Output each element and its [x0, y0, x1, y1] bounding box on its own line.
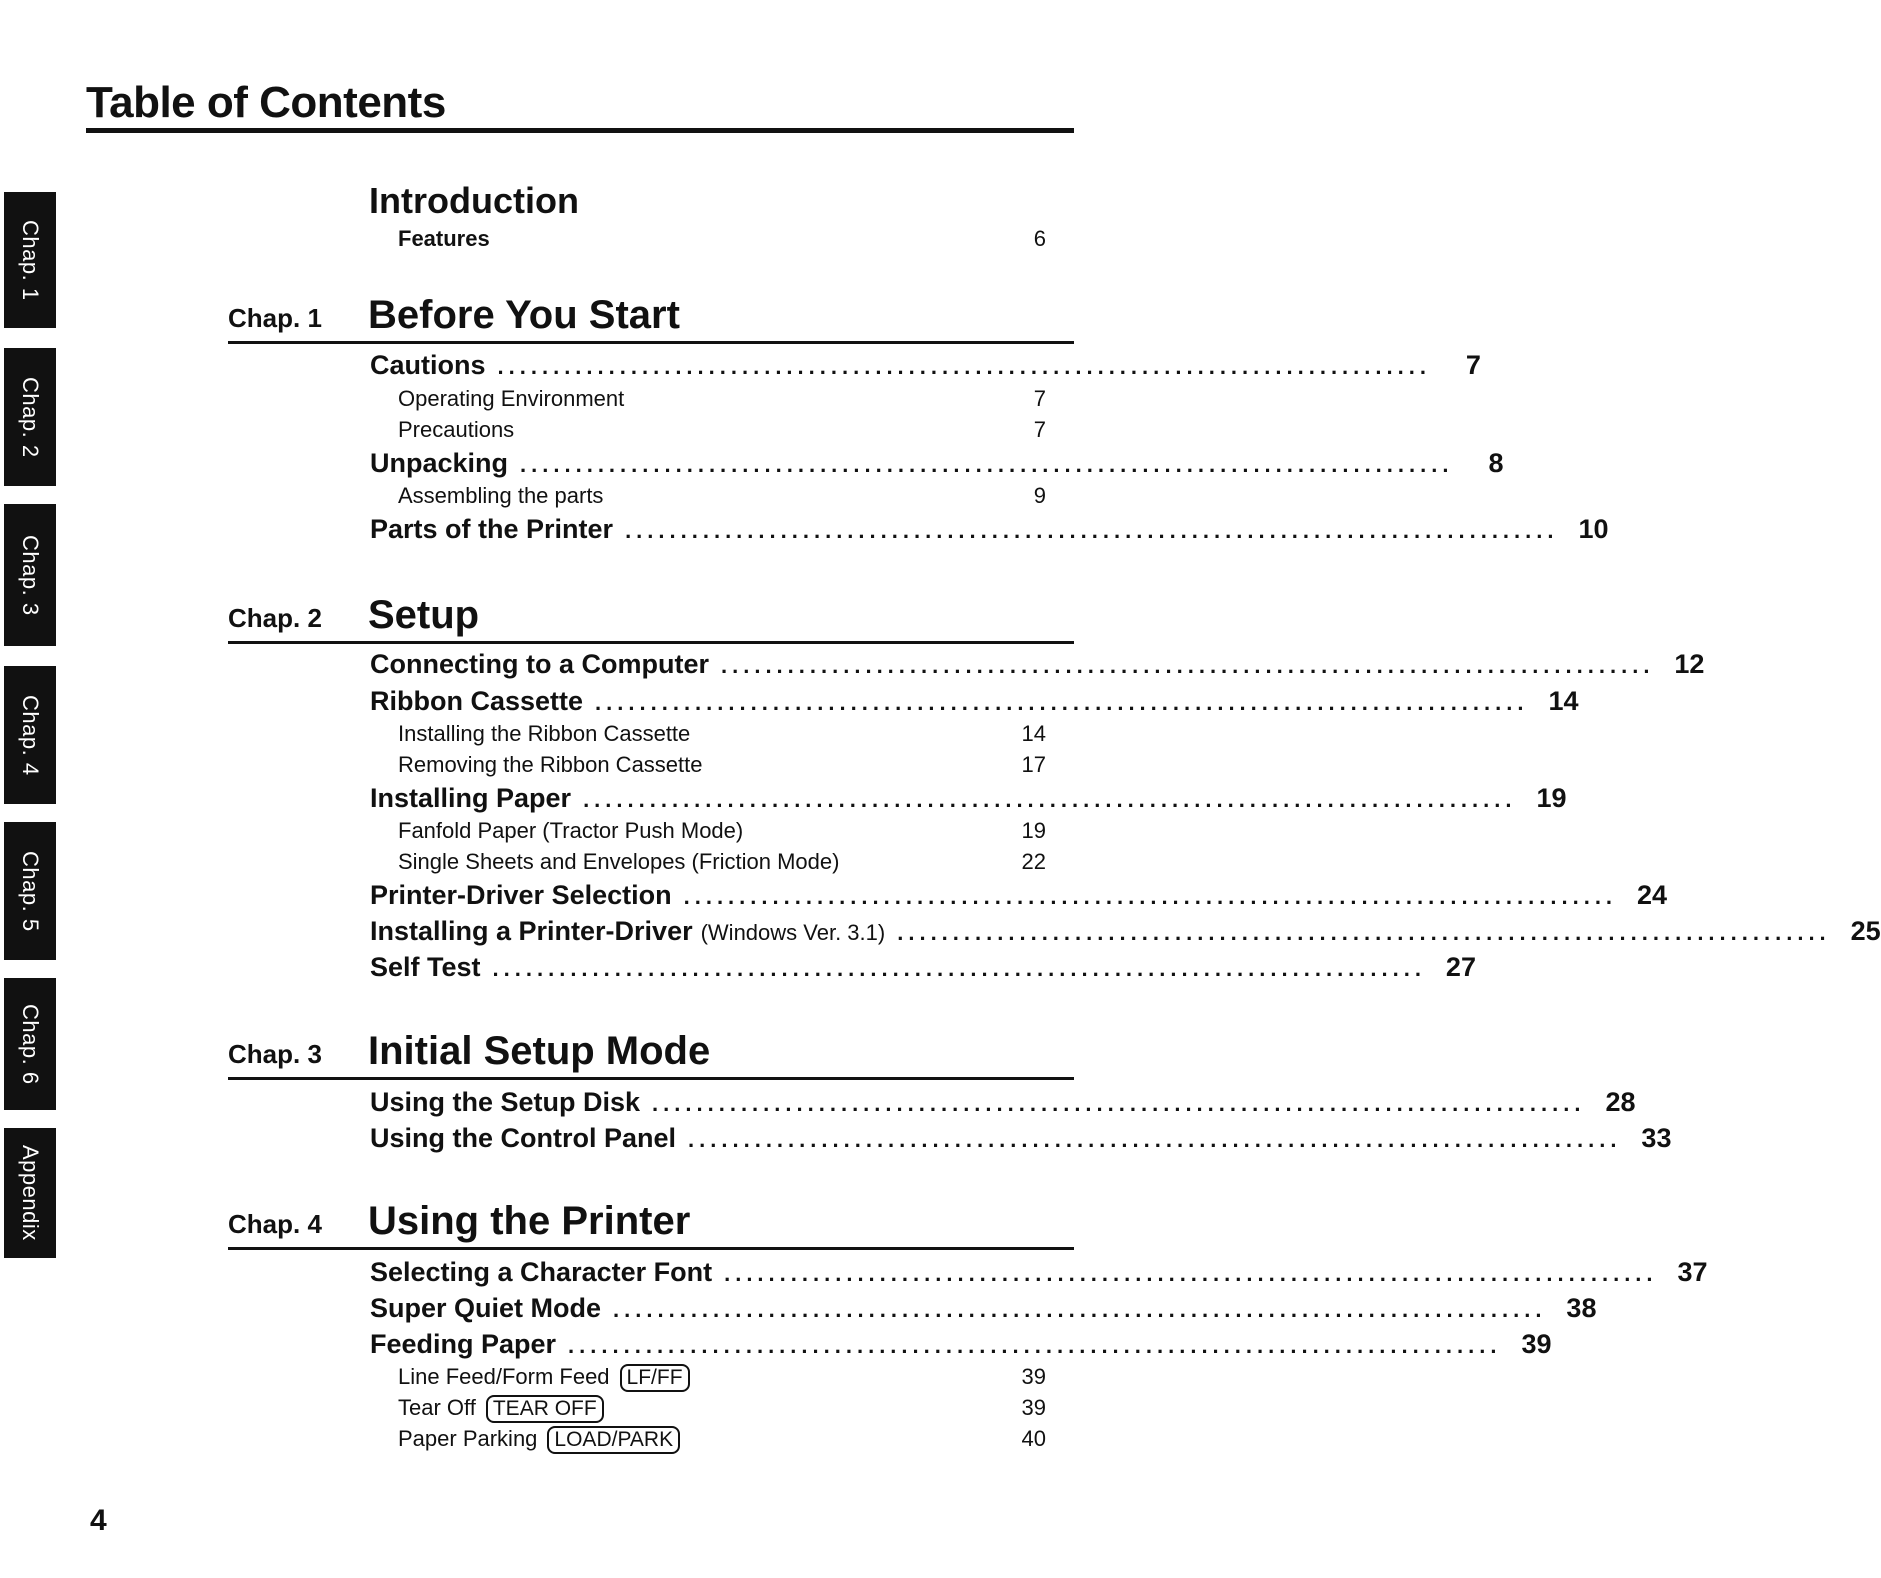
- entry-page: 6: [1033, 226, 1046, 251]
- entry-label: Line Feed/Form Feed: [398, 1364, 610, 1389]
- entry-label: Assembling the parts: [398, 483, 604, 508]
- toc-entry[interactable]: [370, 1364, 1046, 1398]
- toc-entry[interactable]: [370, 952, 1476, 986]
- entry-note: (Windows Ver. 3.1): [700, 920, 886, 945]
- entry-label: Removing the Ribbon Cassette: [398, 752, 703, 777]
- entry-page: 17: [1021, 752, 1046, 777]
- entry-label: Super Quiet Mode: [370, 1293, 602, 1323]
- entry-label: Operating Environment: [398, 386, 625, 411]
- tab-chap-4[interactable]: [4, 666, 56, 804]
- entry-label: Connecting to a Computer: [370, 649, 709, 679]
- toc-entry[interactable]: [370, 916, 1881, 950]
- entry-page: 7: [1033, 386, 1046, 411]
- chapter-label: Chap. 4: [228, 1209, 322, 1239]
- leader-dots: ....................................................................................: [688, 1127, 1622, 1152]
- entry-page: 19: [1021, 818, 1046, 843]
- tab-chap-3[interactable]: [4, 504, 56, 646]
- toc-entry[interactable]: [370, 783, 1567, 817]
- tab-chap-2[interactable]: [4, 348, 56, 486]
- chapter-title: Setup: [368, 593, 480, 637]
- leader-dots: ....................................................................................: [497, 354, 1431, 379]
- chapter-rule: [228, 641, 1074, 644]
- page-number: 4: [90, 1504, 107, 1537]
- leader-dots: ....................................................................................: [492, 956, 1426, 981]
- key-tear-off: TEAR OFF: [486, 1395, 604, 1423]
- entry-label: Feeding Paper: [370, 1329, 557, 1359]
- toc-entry[interactable]: [370, 417, 1046, 451]
- leader-dots: ....................................................................................: [897, 920, 1831, 945]
- key-lf-ff: LF/FF: [620, 1364, 690, 1392]
- chapter-rule: [228, 1077, 1074, 1080]
- leader-dots: ....................................................................................: [652, 1091, 1586, 1116]
- chapter-label: Chap. 3: [228, 1039, 322, 1069]
- toc-entry[interactable]: [370, 849, 1046, 883]
- tab-chap-6[interactable]: [4, 978, 56, 1110]
- entry-label: Printer-Driver Selection: [370, 880, 672, 910]
- entry-label: Installing a Printer-Driver: [370, 916, 693, 946]
- page-title: Table of Contents: [86, 78, 446, 127]
- chapter-label: Chap. 1: [228, 303, 322, 333]
- chapter-title: Using the Printer: [368, 1199, 691, 1243]
- toc-entry[interactable]: [370, 880, 1668, 914]
- leader-dots: ....................................................................................: [721, 653, 1655, 678]
- entry-page: 38: [1566, 1293, 1597, 1323]
- tab-label: Chap. 6: [18, 1003, 43, 1085]
- entry-page: 14: [1548, 686, 1579, 716]
- chapter-title: Before You Start: [368, 293, 680, 337]
- toc-entry[interactable]: [370, 686, 1579, 720]
- toc-entry[interactable]: [370, 1395, 1046, 1429]
- entry-page: 7: [1033, 417, 1046, 442]
- entry-page: 25: [1850, 916, 1881, 946]
- toc-entry[interactable]: [370, 818, 1046, 852]
- toc-entry[interactable]: [370, 1123, 1672, 1157]
- entry-page: 12: [1674, 649, 1705, 679]
- title-rule: [86, 128, 1074, 133]
- toc-entry[interactable]: [370, 514, 1609, 548]
- entry-page: 39: [1521, 1329, 1552, 1359]
- entry-label: Cautions: [370, 350, 486, 380]
- toc-entry[interactable]: [370, 350, 1481, 384]
- toc-entry[interactable]: [370, 448, 1504, 482]
- entry-page: 24: [1637, 880, 1668, 910]
- chapter-header-3: [228, 1020, 1074, 1080]
- entry-label: Installing the Ribbon Cassette: [398, 721, 691, 746]
- entry-label: Self Test: [370, 952, 481, 982]
- entry-label: Parts of the Printer: [370, 514, 614, 544]
- tab-label: Chap. 5: [18, 850, 43, 932]
- entry-page: 8: [1488, 448, 1504, 478]
- entry-label: Selecting a Character Font: [370, 1257, 713, 1287]
- tab-chap-5[interactable]: [4, 822, 56, 960]
- entry-label: Using the Control Panel: [370, 1123, 677, 1153]
- introduction-title: Introduction: [369, 180, 579, 221]
- toc-entry[interactable]: [370, 226, 1046, 260]
- entry-page: 22: [1021, 849, 1046, 874]
- entry-page: 7: [1465, 350, 1481, 380]
- leader-dots: ....................................................................................: [568, 1333, 1502, 1358]
- entry-page: 40: [1021, 1426, 1046, 1451]
- tab-label: Chap. 4: [18, 694, 43, 776]
- toc-entry[interactable]: [370, 721, 1046, 755]
- chapter-title: Initial Setup Mode: [368, 1029, 711, 1073]
- leader-dots: ....................................................................................: [595, 690, 1529, 715]
- entry-label: Using the Setup Disk: [370, 1087, 641, 1117]
- toc-entry[interactable]: [370, 1087, 1636, 1121]
- tab-label: Appendix: [18, 1145, 43, 1241]
- chapter-header-1: [228, 284, 1074, 344]
- chapter-label: Chap. 2: [228, 603, 322, 633]
- entry-label: Unpacking: [370, 448, 509, 478]
- chapter-rule: [228, 341, 1074, 344]
- toc-entry[interactable]: [370, 752, 1046, 786]
- tab-appendix[interactable]: [4, 1128, 56, 1258]
- entry-label: Tear Off: [398, 1395, 476, 1420]
- entry-page: 27: [1445, 952, 1476, 982]
- entry-page: 37: [1677, 1257, 1708, 1287]
- leader-dots: ....................................................................................: [520, 452, 1454, 477]
- entry-label: Precautions: [398, 417, 515, 442]
- entry-label: Paper Parking: [398, 1426, 538, 1451]
- tab-label: Chap. 2: [18, 376, 43, 458]
- entry-page: 39: [1021, 1395, 1046, 1420]
- entry-label: Ribbon Cassette: [370, 686, 584, 716]
- tab-chap-1[interactable]: [4, 192, 56, 328]
- chapter-header-4: [228, 1190, 1074, 1250]
- toc-entry[interactable]: [370, 1426, 1046, 1460]
- toc-entry[interactable]: [370, 1293, 1597, 1327]
- entry-page: 33: [1641, 1123, 1672, 1153]
- leader-dots: ....................................................................................: [724, 1261, 1658, 1286]
- entry-page: 14: [1021, 721, 1046, 746]
- leader-dots: ....................................................................................: [613, 1297, 1547, 1322]
- entry-label: Installing Paper: [370, 783, 572, 813]
- chapter-header-2: [228, 584, 1074, 644]
- tab-label: Chap. 3: [18, 534, 43, 616]
- entry-page: 9: [1033, 483, 1046, 508]
- key-load-park: LOAD/PARK: [547, 1426, 680, 1454]
- entry-label: Fanfold Paper (Tractor Push Mode): [398, 818, 744, 843]
- leader-dots: ....................................................................................: [625, 518, 1559, 543]
- toc-entry[interactable]: [370, 1329, 1552, 1363]
- toc-entry[interactable]: [370, 649, 1705, 683]
- toc-entry[interactable]: [370, 1257, 1708, 1291]
- entry-page: 19: [1536, 783, 1567, 813]
- chapter-rule: [228, 1247, 1074, 1250]
- leader-dots: ....................................................................................: [583, 787, 1517, 812]
- toc-entry[interactable]: [370, 483, 1046, 517]
- tab-label: Chap. 1: [18, 219, 43, 301]
- entry-label: Single Sheets and Envelopes (Friction Mode): [398, 849, 840, 874]
- entry-page: 39: [1021, 1364, 1046, 1389]
- toc-entry[interactable]: [370, 386, 1046, 420]
- entry-page: 10: [1578, 514, 1609, 544]
- entry-page: 28: [1605, 1087, 1636, 1117]
- leader-dots: ....................................................................................: [683, 884, 1618, 909]
- entry-label: Features: [398, 226, 490, 251]
